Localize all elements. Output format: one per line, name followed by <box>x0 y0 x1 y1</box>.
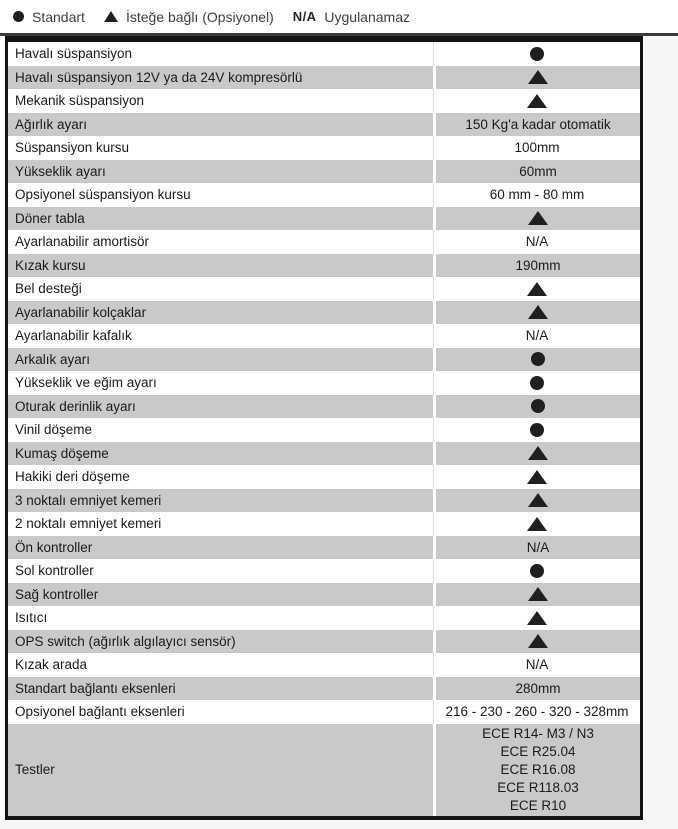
table-row <box>8 66 640 90</box>
table-row <box>8 42 640 66</box>
row-value <box>433 606 640 630</box>
optional-triangle-icon <box>104 11 118 22</box>
row-value <box>433 512 640 536</box>
row-label: Kızak kursu <box>15 257 86 273</box>
row-label: Isıtıcı <box>15 610 48 626</box>
optional-triangle-icon <box>528 493 548 507</box>
row-value: N/A <box>433 230 640 254</box>
row-label: Opsiyonel bağlantı eksenleri <box>15 704 185 720</box>
row-value <box>433 42 640 66</box>
standard-dot-icon <box>530 564 544 578</box>
optional-triangle-icon <box>528 446 548 460</box>
row-label: Oturak derinlik ayarı <box>15 398 136 414</box>
legend-optional <box>104 9 274 25</box>
row-label: Havalı süspansiyon 12V ya da 24V kompresörlü <box>15 69 303 85</box>
row-label: Bel desteği <box>15 281 82 297</box>
standard-dot-icon <box>531 399 545 413</box>
table-row <box>8 113 640 137</box>
table-row <box>8 230 640 254</box>
optional-triangle-icon <box>527 470 547 484</box>
table-row <box>8 136 640 160</box>
table-row <box>8 418 640 442</box>
standard-dot-icon <box>530 376 544 390</box>
legend-na-label: Uygulanamaz <box>324 8 410 25</box>
optional-triangle-icon <box>527 282 547 296</box>
legend-standard <box>13 9 85 25</box>
row-label: Standart bağlantı eksenleri <box>15 680 176 696</box>
row-value <box>433 207 640 231</box>
row-value: 216 - 230 - 260 - 320 - 328mm <box>433 700 640 724</box>
row-value-line: ECE R14- M3 / N3 <box>482 725 594 741</box>
table-row <box>8 489 640 513</box>
row-value: N/A <box>433 324 640 348</box>
optional-triangle-icon <box>528 305 548 319</box>
optional-triangle-icon <box>528 634 548 648</box>
table-row <box>8 207 640 231</box>
table-row <box>8 630 640 654</box>
row-value <box>433 442 640 466</box>
legend-optional-label: İsteğe bağlı (Opsiyonel) <box>125 8 274 25</box>
row-value <box>433 89 640 113</box>
table-row <box>8 536 640 560</box>
row-label: Kumaş döşeme <box>15 445 109 461</box>
row-value: 60 mm - 80 mm <box>433 183 640 207</box>
row-value: N/A <box>433 536 640 560</box>
row-value <box>433 277 640 301</box>
row-value <box>433 724 640 816</box>
optional-triangle-icon <box>527 517 547 531</box>
row-label: Ön kontroller <box>15 539 93 555</box>
row-label: Hakiki deri döşeme <box>15 469 130 485</box>
row-value <box>433 489 640 513</box>
table-row <box>8 395 640 419</box>
row-label: Mekanik süspansiyon <box>15 93 145 109</box>
row-value <box>433 465 640 489</box>
row-value <box>433 301 640 325</box>
spec-table <box>5 36 643 820</box>
row-value-line: ECE R10 <box>509 797 567 813</box>
legend-bar <box>0 0 678 36</box>
row-label: Sağ kontroller <box>15 586 99 602</box>
standard-dot-icon <box>530 423 544 437</box>
row-label: Havalı süspansiyon <box>15 46 133 62</box>
row-label: Testler <box>15 762 55 777</box>
row-label: Ayarlanabilir kolçaklar <box>15 304 147 320</box>
row-label: Sol kontroller <box>15 563 94 579</box>
table-row <box>8 89 640 113</box>
table-row <box>8 465 640 489</box>
standard-dot-icon <box>13 11 24 22</box>
optional-triangle-icon <box>528 70 548 84</box>
legend-na <box>293 9 410 25</box>
table-row <box>8 700 640 724</box>
row-label: Süspansiyon kursu <box>15 140 130 156</box>
row-value <box>433 66 640 90</box>
row-value <box>433 559 640 583</box>
row-value <box>433 630 640 654</box>
row-label: 3 noktalı emniyet kemeri <box>15 492 162 508</box>
table-row <box>8 583 640 607</box>
row-value: 190mm <box>433 254 640 278</box>
standard-dot-icon <box>531 352 545 366</box>
table-row <box>8 301 640 325</box>
row-label: OPS switch (ağırlık algılayıcı sensör) <box>15 633 236 649</box>
table-row <box>8 324 640 348</box>
row-value: 100mm <box>433 136 640 160</box>
optional-triangle-icon <box>528 587 548 601</box>
row-label: Ayarlanabilir kafalık <box>15 328 132 344</box>
optional-triangle-icon <box>527 94 547 108</box>
table-row <box>8 559 640 583</box>
table-row <box>8 371 640 395</box>
table-row <box>8 653 640 677</box>
table-row <box>8 160 640 184</box>
row-label: Vinil döşeme <box>15 422 93 438</box>
row-label: Döner tabla <box>15 210 85 226</box>
row-value <box>433 583 640 607</box>
row-value: 60mm <box>433 160 640 184</box>
table-row <box>8 512 640 536</box>
row-label: Opsiyonel süspansiyon kursu <box>15 187 191 203</box>
row-label: Yükseklik ayarı <box>15 163 106 179</box>
row-value-line: ECE R16.08 <box>500 761 576 777</box>
table-row <box>8 606 640 630</box>
row-label: Ağırlık ayarı <box>15 116 88 132</box>
row-value <box>433 395 640 419</box>
row-label: Kızak arada <box>15 657 88 673</box>
table-row <box>8 254 640 278</box>
table-row <box>8 724 640 816</box>
row-label: Ayarlanabilir amortisör <box>15 234 150 250</box>
row-value: 280mm <box>433 677 640 701</box>
optional-triangle-icon <box>527 611 547 625</box>
row-label: Arkalık ayarı <box>15 351 91 367</box>
table-row <box>8 183 640 207</box>
row-value: N/A <box>433 653 640 677</box>
row-label: Yükseklik ve eğim ayarı <box>15 375 157 391</box>
row-label: 2 noktalı emniyet kemeri <box>15 516 162 532</box>
table-row <box>8 348 640 372</box>
legend-standard-label: Standart <box>32 8 85 25</box>
row-value <box>433 371 640 395</box>
row-value <box>433 418 640 442</box>
table-row <box>8 677 640 701</box>
page-margin-shade-bottom <box>0 820 678 829</box>
na-symbol: N/A <box>292 9 317 24</box>
optional-triangle-icon <box>528 211 548 225</box>
row-value-line: ECE R118.03 <box>497 779 579 795</box>
row-value: 150 Kg'a kadar otomatik <box>433 113 640 137</box>
row-value-line: ECE R25.04 <box>500 743 576 759</box>
standard-dot-icon <box>530 47 544 61</box>
row-value <box>433 348 640 372</box>
table-row <box>8 277 640 301</box>
page-margin-shade-right <box>645 36 678 829</box>
table-row <box>8 442 640 466</box>
